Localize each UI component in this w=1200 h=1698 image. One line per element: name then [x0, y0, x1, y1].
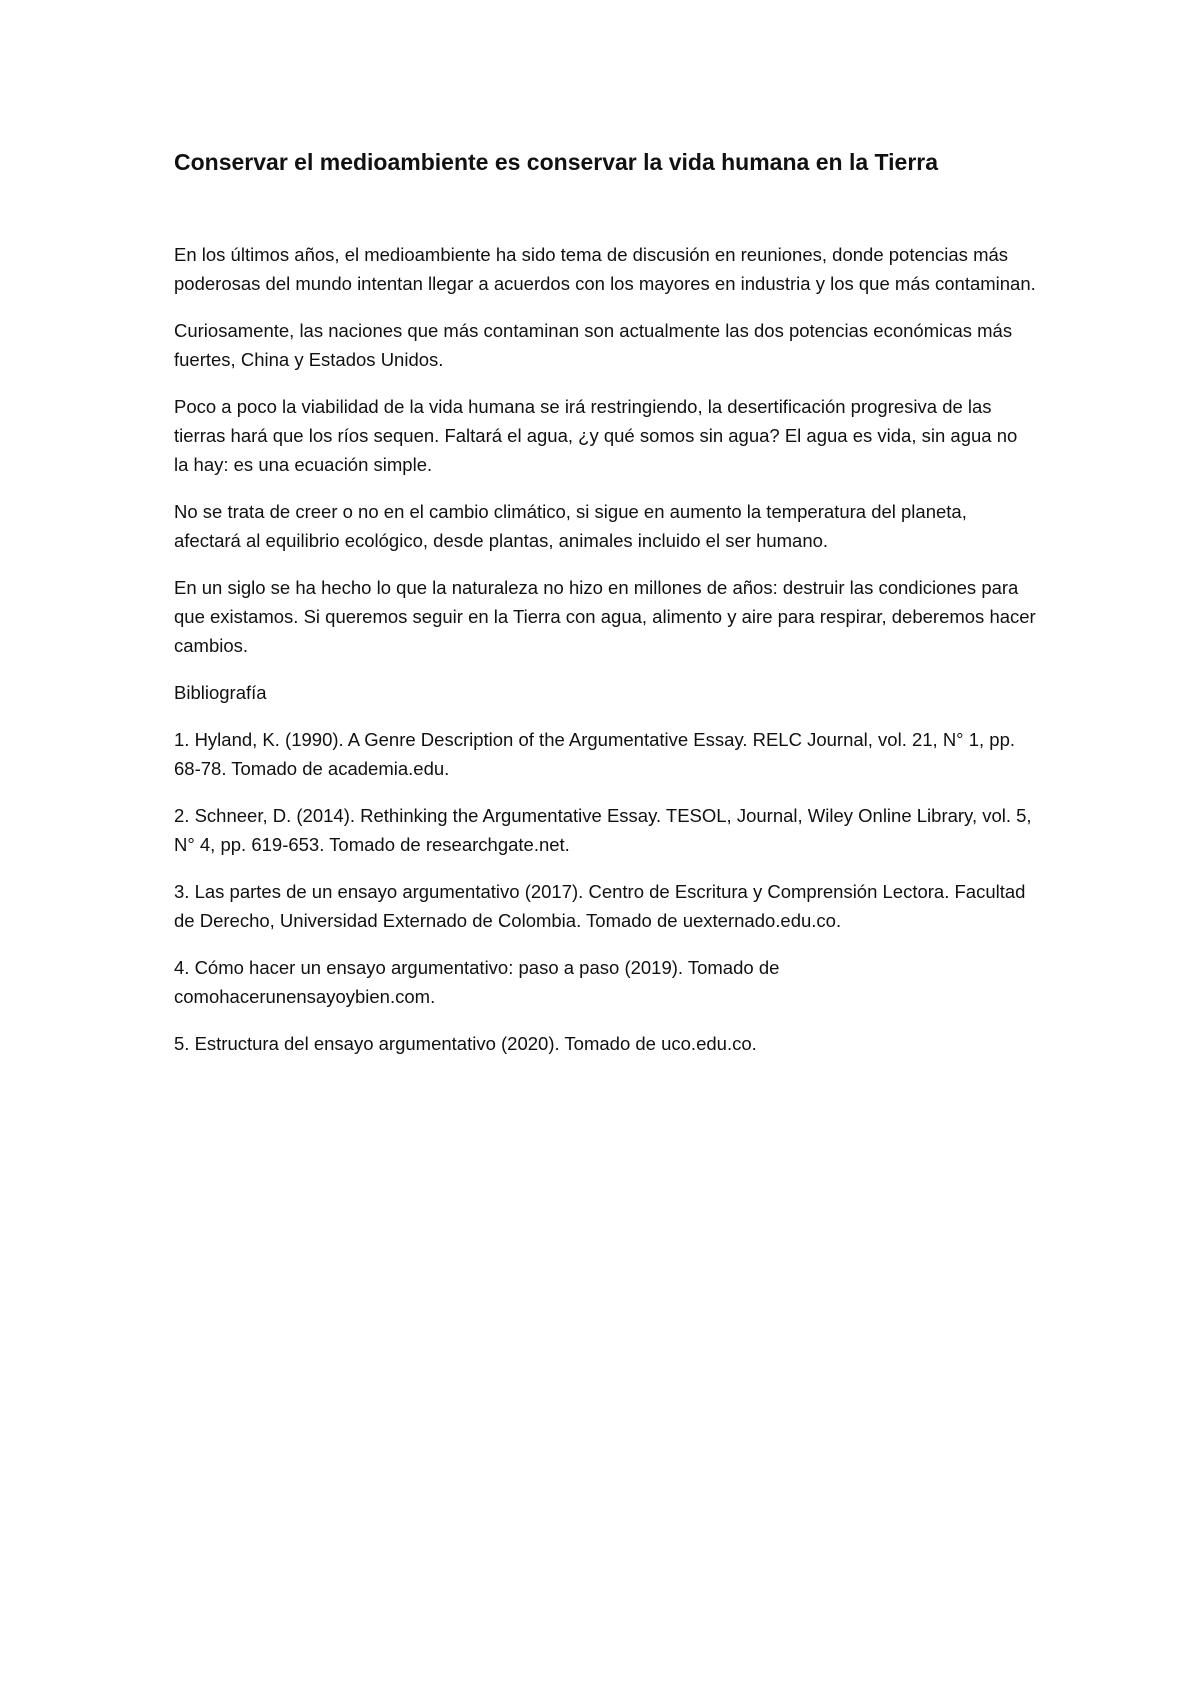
paragraph-1: En los últimos años, el medioambiente ha sido tema de discusión en reuniones, donde potencias más poderosas del mundo intentan llegar a acuerdos con los mayores en industria y los que más contaminan.: [174, 244, 1036, 294]
document-page: [174, 146, 1036, 1076]
reference-item-2: 2. Schneer, D. (2014). Rethinking the Argumentative Essay. TESOL, Journal, Wiley Online Library, vol. 5, N° 4, pp. 619-653. Tomado de researchgate.net.: [174, 805, 1032, 855]
reference-item-3: 3. Las partes de un ensayo argumentativo (2017). Centro de Escritura y Comprensión Lectora. Facultad de Derecho, Universidad Externado de Colombia. Tomado de uexternado.edu.co.: [174, 881, 1026, 931]
bibliography-heading: Bibliografía: [174, 682, 267, 703]
paragraph-3: Poco a poco la viabilidad de la vida humana se irá restringiendo, la desertificación progresiva de las tierras hará que los ríos sequen. Faltará el agua, ¿y qué somos sin agua? El agua es vida, sin agua no la hay: es una ecuación simple.: [174, 396, 1018, 475]
reference-item-1: 1. Hyland, K. (1990). A Genre Description of the Argumentative Essay. RELC Journal, vol. 21, N° 1, pp. 68-78. Tomado de academia.edu.: [174, 729, 1016, 779]
paragraph-4: No se trata de creer o no en el cambio climático, si sigue en aumento la temperatura del planeta, afectará al equilibrio ecológico, desde plantas, animales incluido el ser humano.: [174, 501, 967, 551]
document-title: Conservar el medioambiente es conservar la vida humana en la Tierra: [174, 149, 939, 175]
paragraph-2: Curiosamente, las naciones que más contaminan son actualmente las dos potencias económicas más fuertes, China y Estados Unidos.: [174, 320, 1013, 370]
paragraph-5: En un siglo se ha hecho lo que la naturaleza no hizo en millones de años: destruir las condiciones para que existamos. Si queremos seguir en la Tierra con agua, alimento y aire para respirar, deberemos hacer cambios.: [174, 577, 1036, 656]
reference-item-4: 4. Cómo hacer un ensayo argumentativo: paso a paso (2019). Tomado de comohacerunensayoybien.com.: [174, 957, 780, 1007]
reference-item-5: 5. Estructura del ensayo argumentativo (2020). Tomado de uco.edu.co.: [174, 1033, 757, 1054]
